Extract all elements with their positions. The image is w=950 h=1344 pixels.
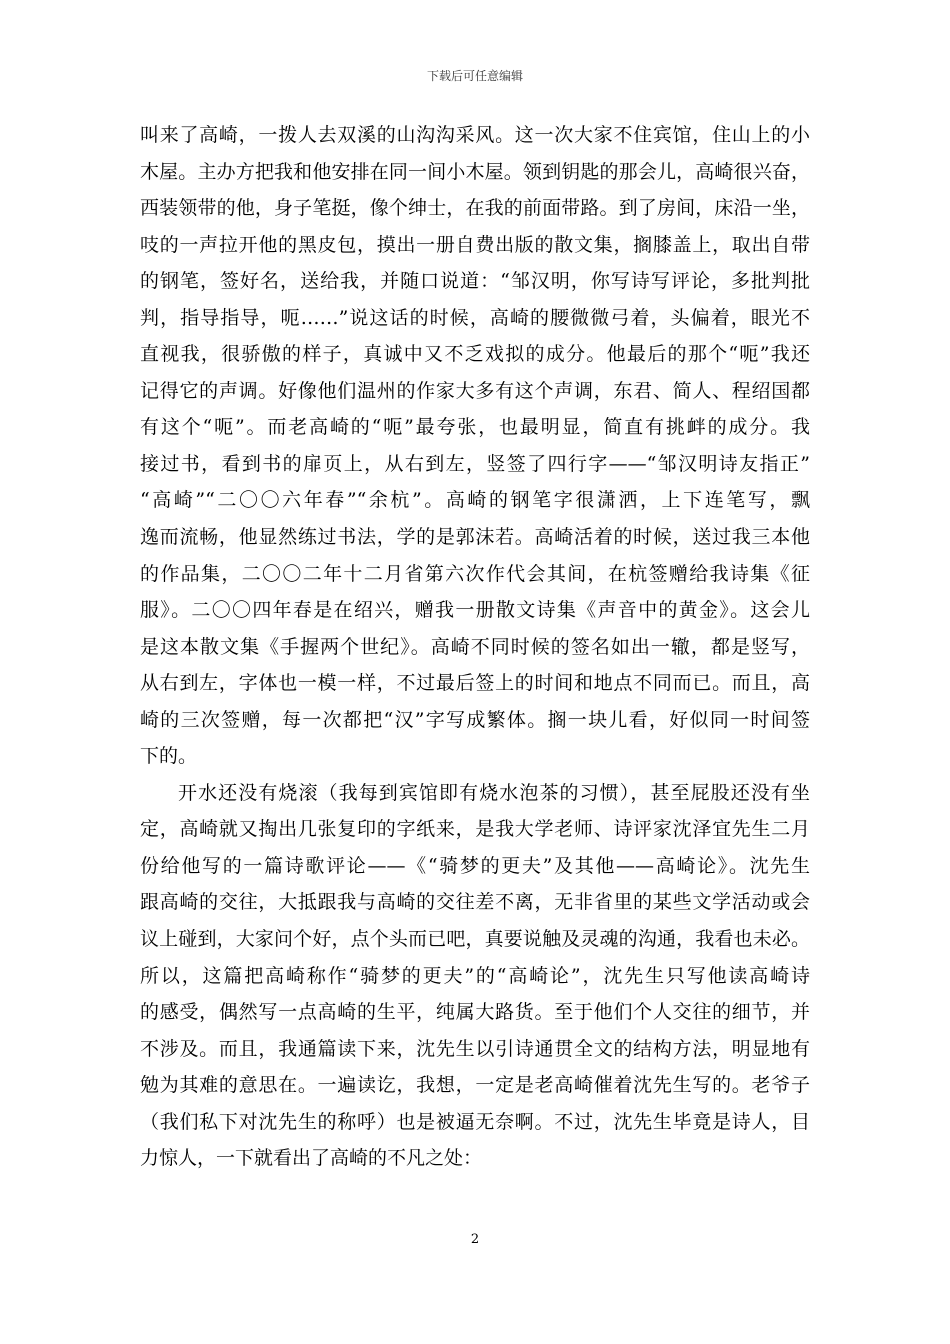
- text-line: 跟高崎的交往，大抵跟我与高崎的交往差不离，无非省里的某些文学活动或会: [140, 891, 810, 914]
- text-line: 份给他写的一篇诗歌评论——《“骑梦的更夫”及其他——高崎论》。沈先生: [140, 854, 810, 877]
- text-line: 勉为其难的意思在。一遍读讫，我想，一定是老高崎催着沈先生写的。老爷子: [140, 1074, 810, 1097]
- text-line: 吱的一声拉开他的黑皮包，摸出一册自费出版的散文集，搁膝盖上，取出自带: [140, 233, 810, 256]
- text-line: 所以，这篇把高崎称作“骑梦的更夫”的“高崎论”，沈先生只写他读高崎诗: [140, 964, 810, 987]
- text-line: “高崎”“二〇〇六年春”“余杭”。高崎的钢笔字很潇洒，上下连笔写，飘: [140, 489, 810, 512]
- paragraph-1: [140, 117, 810, 775]
- text-line: 议上碰到，大家问个好，点个头而已吧，真要说触及灵魂的沟通，我看也未必。: [140, 928, 810, 951]
- text-line: 下的。: [140, 745, 198, 768]
- document-body: [140, 117, 810, 1177]
- text-line: 直视我，很骄傲的样子，真诚中又不乏戏拟的成分。他最后的那个“呃”我还: [140, 343, 810, 366]
- text-line: 有这个“呃”。而老高崎的“呃”最夸张，也最明显，简直有挑衅的成分。我: [140, 416, 810, 439]
- text-line: 木屋。主办方把我和他安排在同一间小木屋。领到钥匙的那会儿，高崎很兴奋，: [140, 160, 810, 183]
- text-line: 是这本散文集《手握两个世纪》。高崎不同时候的签名如出一辙，都是竖写，: [140, 635, 810, 658]
- text-line: 崎的三次签赠，每一次都把“汉”字写成繁体。搁一块儿看，好似同一时间签: [140, 708, 810, 731]
- page-header: 下载后可任意编辑: [426, 69, 523, 83]
- text-line: 的感受，偶然写一点高崎的生平，纯属大路货。至于他们个人交往的细节，并: [140, 1001, 810, 1024]
- text-line: 的作品集，二〇〇二年十二月省第六次作代会其间，在杭签赠给我诗集《征: [140, 562, 810, 585]
- text-line: （我们私下对沈先生的称呼）也是被逼无奈啊。不过，沈先生毕竟是诗人，目: [140, 1110, 810, 1133]
- text-line: 接过书，看到书的扉页上，从右到左，竖签了四行字——“邹汉明诗友指正”: [140, 452, 810, 475]
- text-line: 服》。二〇〇四年春是在绍兴，赠我一册散文诗集《声音中的黄金》。这会儿: [140, 599, 810, 622]
- text-line: 力惊人，一下就看出了高崎的不凡之处：: [140, 1147, 483, 1170]
- text-line: 记得它的声调。好像他们温州的作家大多有这个声调，东君、简人、程绍国都: [140, 379, 810, 402]
- page-number: 2: [470, 1232, 480, 1247]
- text-line: 判，指导指导，呃……”说这话的时候，高崎的腰微微弓着，头偏着，眼光不: [140, 306, 810, 329]
- text-line: 不涉及。而且，我通篇读下来，沈先生以引诗通贯全文的结构方法，明显地有: [140, 1037, 810, 1060]
- text-line: 定，高崎就又掏出几张复印的字纸来，是我大学老师、诗评家沈泽宜先生二月: [140, 818, 810, 841]
- text-line: 开水还没有烧滚（我每到宾馆即有烧水泡茶的习惯），甚至屁股还没有坐: [178, 781, 810, 804]
- paragraph-2: [140, 775, 810, 1177]
- text-line: 西装领带的他，身子笔挺，像个绅士，在我的前面带路。到了房间，床沿一坐，: [140, 197, 810, 220]
- text-line: 从右到左，字体也一模一样，不过最后签上的时间和地点不同而已。而且，高: [140, 672, 810, 695]
- text-line: 的钢笔，签好名，送给我，并随口说道：“邹汉明，你写诗写评论，多批判批: [140, 270, 810, 293]
- text-line: 叫来了高崎，一拨人去双溪的山沟沟采风。这一次大家不住宾馆，住山上的小: [140, 124, 810, 146]
- text-line: 逸而流畅，他显然练过书法，学的是郭沫若。高崎活着的时候，送过我三本他: [140, 526, 810, 549]
